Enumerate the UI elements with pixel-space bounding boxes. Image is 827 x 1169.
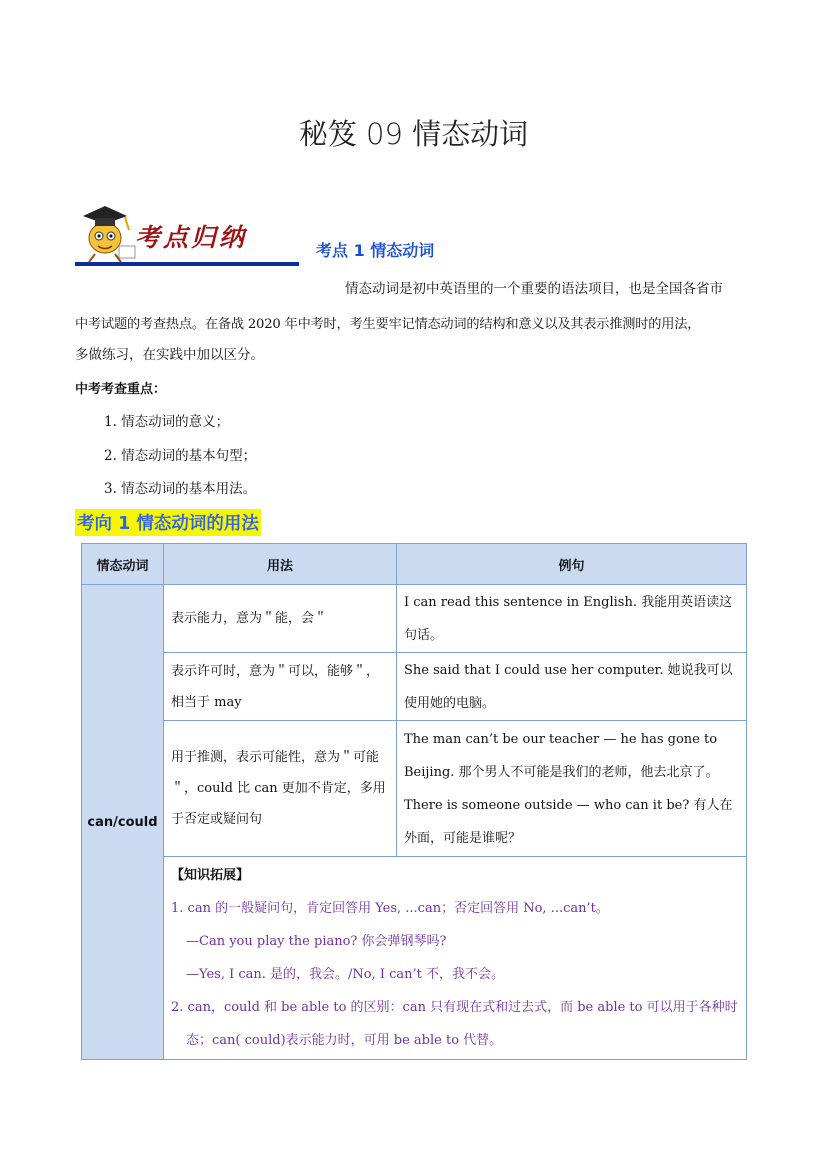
extension-line: 2. can，could 和 be able to 的区别：can 只有现在式和过去式，而 be able to 可以用于各种时态；can( could)表示能力时，可用 be able to 代替。 xyxy=(171,1000,738,1048)
key-point-item: 2. 情态动词的基本句型； xyxy=(104,448,257,464)
usage-cell: 表示能力，意为＂能，会＂ xyxy=(164,585,397,653)
header-usage: 用法 xyxy=(164,544,397,585)
table-row xyxy=(82,653,747,721)
key-points-heading: 中考考查重点： xyxy=(75,382,167,397)
usage-cell: 用于推测，表示可能性，意为＂可能＂，could 比 can 更加不肯定，多用于否定或疑问句 xyxy=(164,721,397,857)
direction-heading: 考向 1 情态动词的用法 xyxy=(75,509,261,536)
example-cell xyxy=(397,721,747,857)
usage-cell: 表示许可时，意为＂可以，能够＂，相当于 may xyxy=(164,653,397,721)
table-row xyxy=(82,585,747,653)
intro-line-1: 情态动词是初中英语里的一个重要的语法项目，也是全国各省市 xyxy=(345,281,723,297)
table-row xyxy=(82,721,747,857)
extension-heading: 【知识拓展】 xyxy=(171,868,250,883)
banner-underline xyxy=(75,262,299,266)
extension-row xyxy=(82,857,747,1060)
extension-line: —Can you play the piano? 你会弹钢琴吗? xyxy=(186,934,447,949)
banner-title: 考点归纳 xyxy=(135,223,248,252)
example-cell: She said that I could use her computer. 她说我可以使用她的电脑。 xyxy=(397,653,747,721)
knowledge-extension xyxy=(164,857,747,1060)
table-header-row xyxy=(82,544,747,585)
intro-line-2: 中考试题的考查热点。在备战 2020 年中考时，考生要牢记情态动词的结构和意义以及其表示推测时的用法， xyxy=(75,317,701,332)
key-point-item: 3. 情态动词的基本用法。 xyxy=(104,481,257,497)
example-sentence: There is someone outside — who can it be? 有人在外面，可能是谁呢？ xyxy=(404,797,733,846)
example-cell: I can read this sentence in English. 我能用英语读这句话。 xyxy=(397,585,747,653)
section-heading: 考点 1 情态动词 xyxy=(316,241,435,260)
page-title: 秘笈 09 情态动词 xyxy=(298,117,529,151)
key-point-item: 1. 情态动词的意义； xyxy=(104,414,230,430)
intro-line-3: 多做练习，在实践中加以区分。 xyxy=(75,347,264,363)
example-sentence: The man can’t be our teacher — he has gone to Beijing. 那个男人不可能是我们的老师，他去北京了。 xyxy=(404,731,719,780)
extension-line: —Yes, I can. 是的，我会。/No, I can’t 不，我不会。 xyxy=(186,967,505,982)
usage-table xyxy=(81,543,747,1060)
extension-line: 1. can 的一般疑问句，肯定回答用 Yes, ...can；否定回答用 No, ...can’t。 xyxy=(171,901,609,916)
header-example: 例句 xyxy=(397,544,747,585)
header-modal: 情态动词 xyxy=(82,544,164,585)
modal-verb-cell: can/could xyxy=(82,585,164,1060)
